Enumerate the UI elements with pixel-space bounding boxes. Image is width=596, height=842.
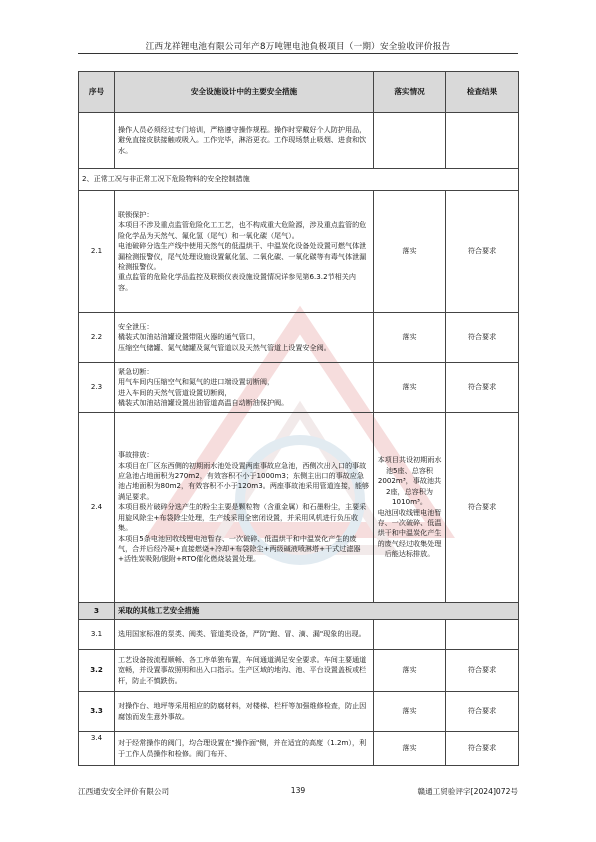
table-row: [79, 191, 519, 313]
page-header-title: 江西龙祥锂电池有限公司年产8万吨锂电池負极项目（一期）安全验收评价报告: [145, 42, 451, 52]
col-header-status: 落实情况: [374, 72, 446, 113]
row-status: 落实: [374, 313, 446, 363]
row-status: 落实: [374, 363, 446, 413]
col-header-measure: 安全设施设计中的主要安全措施: [115, 72, 374, 113]
row-no: 3.1: [79, 620, 115, 650]
table-row: [79, 650, 519, 692]
section-title: 采取的其他工艺安全措施: [115, 603, 519, 620]
subsection-title: 2、正常工况与非正常工况下危险物料的安全控制措施: [79, 169, 519, 191]
row-result: 符合要求: [446, 191, 519, 313]
row-result: 符合要求: [446, 363, 519, 413]
row-measure: 安全泄压： 橇装式加油站油罐设置带阻火器的通气管口， 压缩空气储罐、氮气储罐及氮气管道以及天然气管道上设置安全阀。: [115, 313, 374, 363]
col-header-result: 检查结果: [446, 72, 519, 113]
row-status: 落实: [374, 692, 446, 732]
row-no: [79, 113, 115, 169]
row-measure: 工艺设备按流程顺畅、各工序单独布置，车间通道满足安全要求。车间主要通道宽畅，并设置事故照明和出入口指示。生产区域的地沟、池、平台设置盖板或栏杆，防止不慎跌伤。: [115, 650, 374, 692]
subsection-row: [79, 169, 519, 191]
footer-page-number: 139: [290, 786, 306, 795]
row-measure: 紧急切断： 用气车间内压缩空气和氮气的进口端设置切断阀， 进入车间的天然气管道设置切断阀， 橇装式加油站油罐设置出油管道高温自动断油保护阀。: [115, 363, 374, 413]
row-measure: 选用国家标准的泵类、阀类、管道类设备，严防"跑、冒、滴、漏"现象的出现。: [115, 620, 374, 650]
table-row: [79, 620, 519, 650]
row-measure: 操作人员必须经过专门培训，严格遵守操作规程。操作时穿戴好个人防护用品，避免直接皮肤接触或吸入。工作完毕，淋浴更衣。工作现场禁止吸烟、进食和饮水。: [115, 113, 374, 169]
row-result: 符合要求: [446, 732, 519, 766]
row-no: 3.2: [79, 650, 115, 692]
row-no: 2.2: [79, 313, 115, 363]
row-result: [446, 620, 519, 650]
header-divider: [78, 53, 518, 54]
table-row: [79, 363, 519, 413]
row-no: 2.1: [79, 191, 115, 313]
table-row: [79, 113, 519, 169]
row-result: [446, 113, 519, 169]
row-status: 落实: [374, 191, 446, 313]
table-row: [79, 692, 519, 732]
row-measure: 事故排放： 本项目在厂区东西侧的初期雨水池处设置两座事故应急池，西侧次出入口的事故应急池占地面积为270m2，有效容积不小于1000m3；东侧主出口的事故应急池占地面积为80m2，有效容积不小于120m3。两座事故池采用管道连接，能够满足要求。 本项目极片破碎分选产生的粉尘主要是颗粒物（含重金属）和石墨粉尘，主要采用旋风除尘+布袋除尘处理，生产线采用全密闭设置，并采用风机进行负压收集。 本项目5条电池回收线锂电池暂存、一次破碎、低温烘干和中温炭化产生的废气，合并后经冷凝+直接燃烧+冷却+布袋除尘+两级碱液喷淋塔+干式过滤器+活性炭吸附/脱附+RTO催化燃烧装置处理。: [115, 413, 374, 603]
table-row: [79, 732, 519, 766]
row-measure: 联锁保护： 本项目不涉及重点监管危险化工工艺，也不构成重大危险源，涉及重点监管的危险化学品为天然气、氟化氢（尾气）和一氧化碳（尾气）。 电池破碎分选生产线中使用天然气的低温烘干、中温炭化设备处设置可燃气体泄漏检测报警仪，尾气处理设施设置氟化氢、二氧化碳、一氧化碳等有毒气体泄漏检测报警仪。 重点监管的危险化学品监控及联锁仪表设施设置情况详参见第6.3.2节相关内容。: [115, 191, 374, 313]
row-status: [374, 620, 446, 650]
row-no: 2.3: [79, 363, 115, 413]
footer-report-number: 赣通工贸验评字[2024]072号: [417, 787, 518, 796]
row-status: [374, 113, 446, 169]
row-result: 符合要求: [446, 313, 519, 363]
col-header-no: 序号: [79, 72, 115, 113]
table-row: [79, 413, 519, 603]
footer-company: 江西通安安全评价有限公司: [78, 787, 170, 796]
row-no: 3.4: [79, 732, 115, 766]
row-status: 落实: [374, 650, 446, 692]
section-row: [79, 603, 519, 620]
section-no: 3: [79, 603, 115, 620]
row-result: 符合要求: [446, 413, 519, 603]
row-no: 3.3: [79, 692, 115, 732]
row-status: 本项目共设初期雨水池5座、总容积2002m³，事故池共2座，总容积为1010m³。 电池回收线锂电池暂存、一次破碎、低温烘干和中温炭化产生的废气经过收集处理后能达标排放。: [374, 413, 446, 603]
row-result: 符合要求: [446, 692, 519, 732]
row-result: 符合要求: [446, 650, 519, 692]
safety-measures-table: [78, 71, 519, 766]
row-measure: 对操作台、地坪等采用相应的防腐材料，对楼梯、栏杆等加强维修检查，防止因腐蚀而发生意外事故。: [115, 692, 374, 732]
row-status: 落实: [374, 732, 446, 766]
table-header-row: [79, 72, 519, 113]
table-row: [79, 313, 519, 363]
row-no: 2.4: [79, 413, 115, 603]
row-measure: 对于经常操作的阀门，均合理设置在"操作面"侧，并在适宜的高度（1.2m），利于工作人员操作和检修。阀门布开、: [115, 732, 374, 766]
